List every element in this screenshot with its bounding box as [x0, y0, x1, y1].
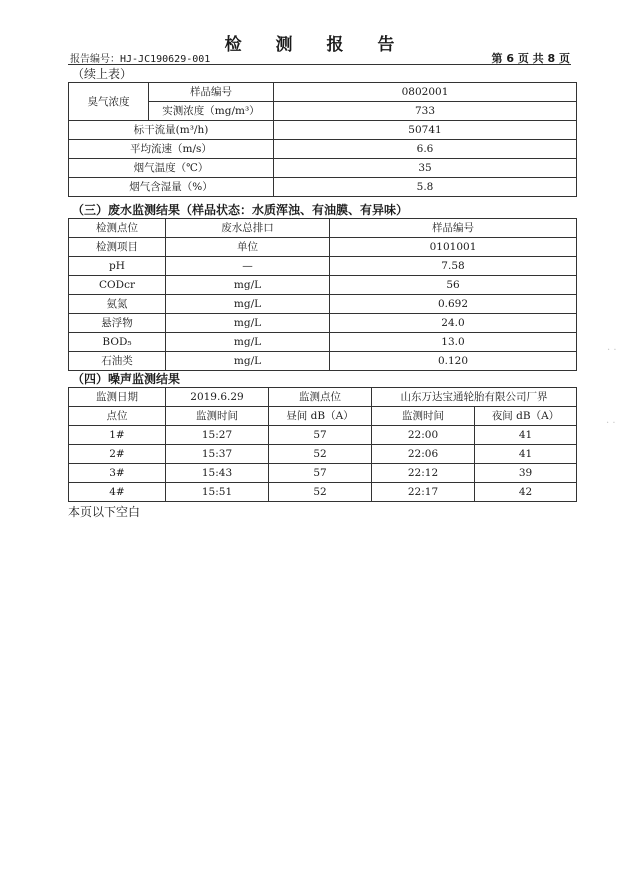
night-time-cell: 22:06 [372, 445, 475, 464]
row-value: 35 [274, 159, 577, 178]
row-value: 6.6 [274, 140, 577, 159]
header-cell: 点位 [69, 407, 166, 426]
item-cell: 悬浮物 [69, 314, 166, 333]
day-time-cell: 15:37 [166, 445, 269, 464]
row-value: 50741 [274, 121, 577, 140]
point-cell: 2# [69, 445, 166, 464]
page-suffix: 页 [559, 52, 570, 65]
end-note: 本页以下空白 [68, 505, 141, 519]
table-row [69, 159, 577, 178]
page-prefix: 第 [491, 52, 503, 65]
header-cell: 监测时间 [166, 407, 269, 426]
noise-table [68, 387, 577, 502]
exhaust-table [68, 82, 577, 197]
row-value: 5.8 [274, 178, 577, 197]
day-time-cell: 15:43 [166, 464, 269, 483]
table-row [69, 238, 577, 257]
table-row [69, 407, 577, 426]
item-cell: 石油类 [69, 352, 166, 371]
noise-heading: （四）噪声监测结果 [72, 372, 181, 386]
unit-cell: mg/L [166, 314, 330, 333]
page-title: 检 测 报 告 [224, 35, 409, 55]
unit-cell: — [166, 257, 330, 276]
header-cell: 废水总排口 [166, 219, 330, 238]
table-row [69, 140, 577, 159]
header-cell: 昼间 dB（A） [269, 407, 372, 426]
point-cell: 3# [69, 464, 166, 483]
table-row [69, 464, 577, 483]
row-label: 烟气含湿量（%） [69, 178, 274, 197]
night-db-cell: 42 [475, 483, 577, 502]
header-cell: 检测点位 [69, 219, 166, 238]
night-time-cell: 22:00 [372, 426, 475, 445]
value-cell: 0.120 [330, 352, 577, 371]
day-db-cell: 57 [269, 464, 372, 483]
unit-cell: mg/L [166, 295, 330, 314]
table-row [69, 352, 577, 371]
table-row [69, 445, 577, 464]
value-cell: 13.0 [330, 333, 577, 352]
wastewater-table [68, 218, 577, 371]
scan-speck: · · [607, 345, 617, 356]
row-label: 烟气温度（℃） [69, 159, 274, 178]
table-row [69, 257, 577, 276]
unit-cell: mg/L [166, 276, 330, 295]
scan-speck: · · [606, 418, 616, 429]
row-label: 标干流量(m³/h) [69, 121, 274, 140]
day-time-cell: 15:27 [166, 426, 269, 445]
table-row [69, 276, 577, 295]
page-current: 6 [506, 52, 514, 65]
measured-label: 实测浓度（mg/m³） [149, 102, 274, 121]
row-label: 平均流速（m/s） [69, 140, 274, 159]
night-db-cell: 39 [475, 464, 577, 483]
table-row [69, 333, 577, 352]
wastewater-heading: （三）废水监测结果（样品状态：水质浑浊、有油膜、有异味） [72, 203, 409, 217]
table-row [69, 178, 577, 197]
date-label: 监测日期 [69, 388, 166, 407]
header-divider [68, 64, 571, 65]
value-cell: 56 [330, 276, 577, 295]
unit-cell: mg/L [166, 352, 330, 371]
odor-label: 臭气浓度 [69, 83, 149, 121]
point-cell: 4# [69, 483, 166, 502]
continued-label: （续上表） [72, 67, 133, 81]
night-db-cell: 41 [475, 426, 577, 445]
unit-cell: mg/L [166, 333, 330, 352]
day-db-cell: 52 [269, 445, 372, 464]
value-cell: 0.692 [330, 295, 577, 314]
item-cell: pH [69, 257, 166, 276]
table-row [69, 426, 577, 445]
table-row [69, 295, 577, 314]
day-db-cell: 52 [269, 483, 372, 502]
header-cell: 夜间 dB（A） [475, 407, 577, 426]
table-row [69, 314, 577, 333]
sample-no-label: 样品编号 [149, 83, 274, 102]
table-row [69, 121, 577, 140]
page-mid: 页 共 [517, 52, 544, 65]
sample-no-value: 0802001 [274, 83, 577, 102]
night-db-cell: 41 [475, 445, 577, 464]
item-cell: 氨氮 [69, 295, 166, 314]
item-cell: BOD₅ [69, 333, 166, 352]
header-cell: 检测项目 [69, 238, 166, 257]
header-cell: 单位 [166, 238, 330, 257]
day-db-cell: 57 [269, 426, 372, 445]
night-time-cell: 22:12 [372, 464, 475, 483]
site-value: 山东万达宝通轮胎有限公司厂界 [372, 388, 577, 407]
table-row [69, 219, 577, 238]
date-value: 2019.6.29 [166, 388, 269, 407]
header-cell: 0101001 [330, 238, 577, 257]
value-cell: 7.58 [330, 257, 577, 276]
table-row [69, 388, 577, 407]
day-time-cell: 15:51 [166, 483, 269, 502]
table-row [69, 83, 577, 102]
table-row [69, 483, 577, 502]
point-cell: 1# [69, 426, 166, 445]
header-cell: 监测时间 [372, 407, 475, 426]
item-cell: CODcr [69, 276, 166, 295]
site-label: 监测点位 [269, 388, 372, 407]
measured-value: 733 [274, 102, 577, 121]
header-cell: 样品编号 [330, 219, 577, 238]
night-time-cell: 22:17 [372, 483, 475, 502]
page-total: 8 [547, 52, 556, 65]
report-number: 报告编号：HJ-JC190629-001 [70, 54, 211, 65]
value-cell: 24.0 [330, 314, 577, 333]
